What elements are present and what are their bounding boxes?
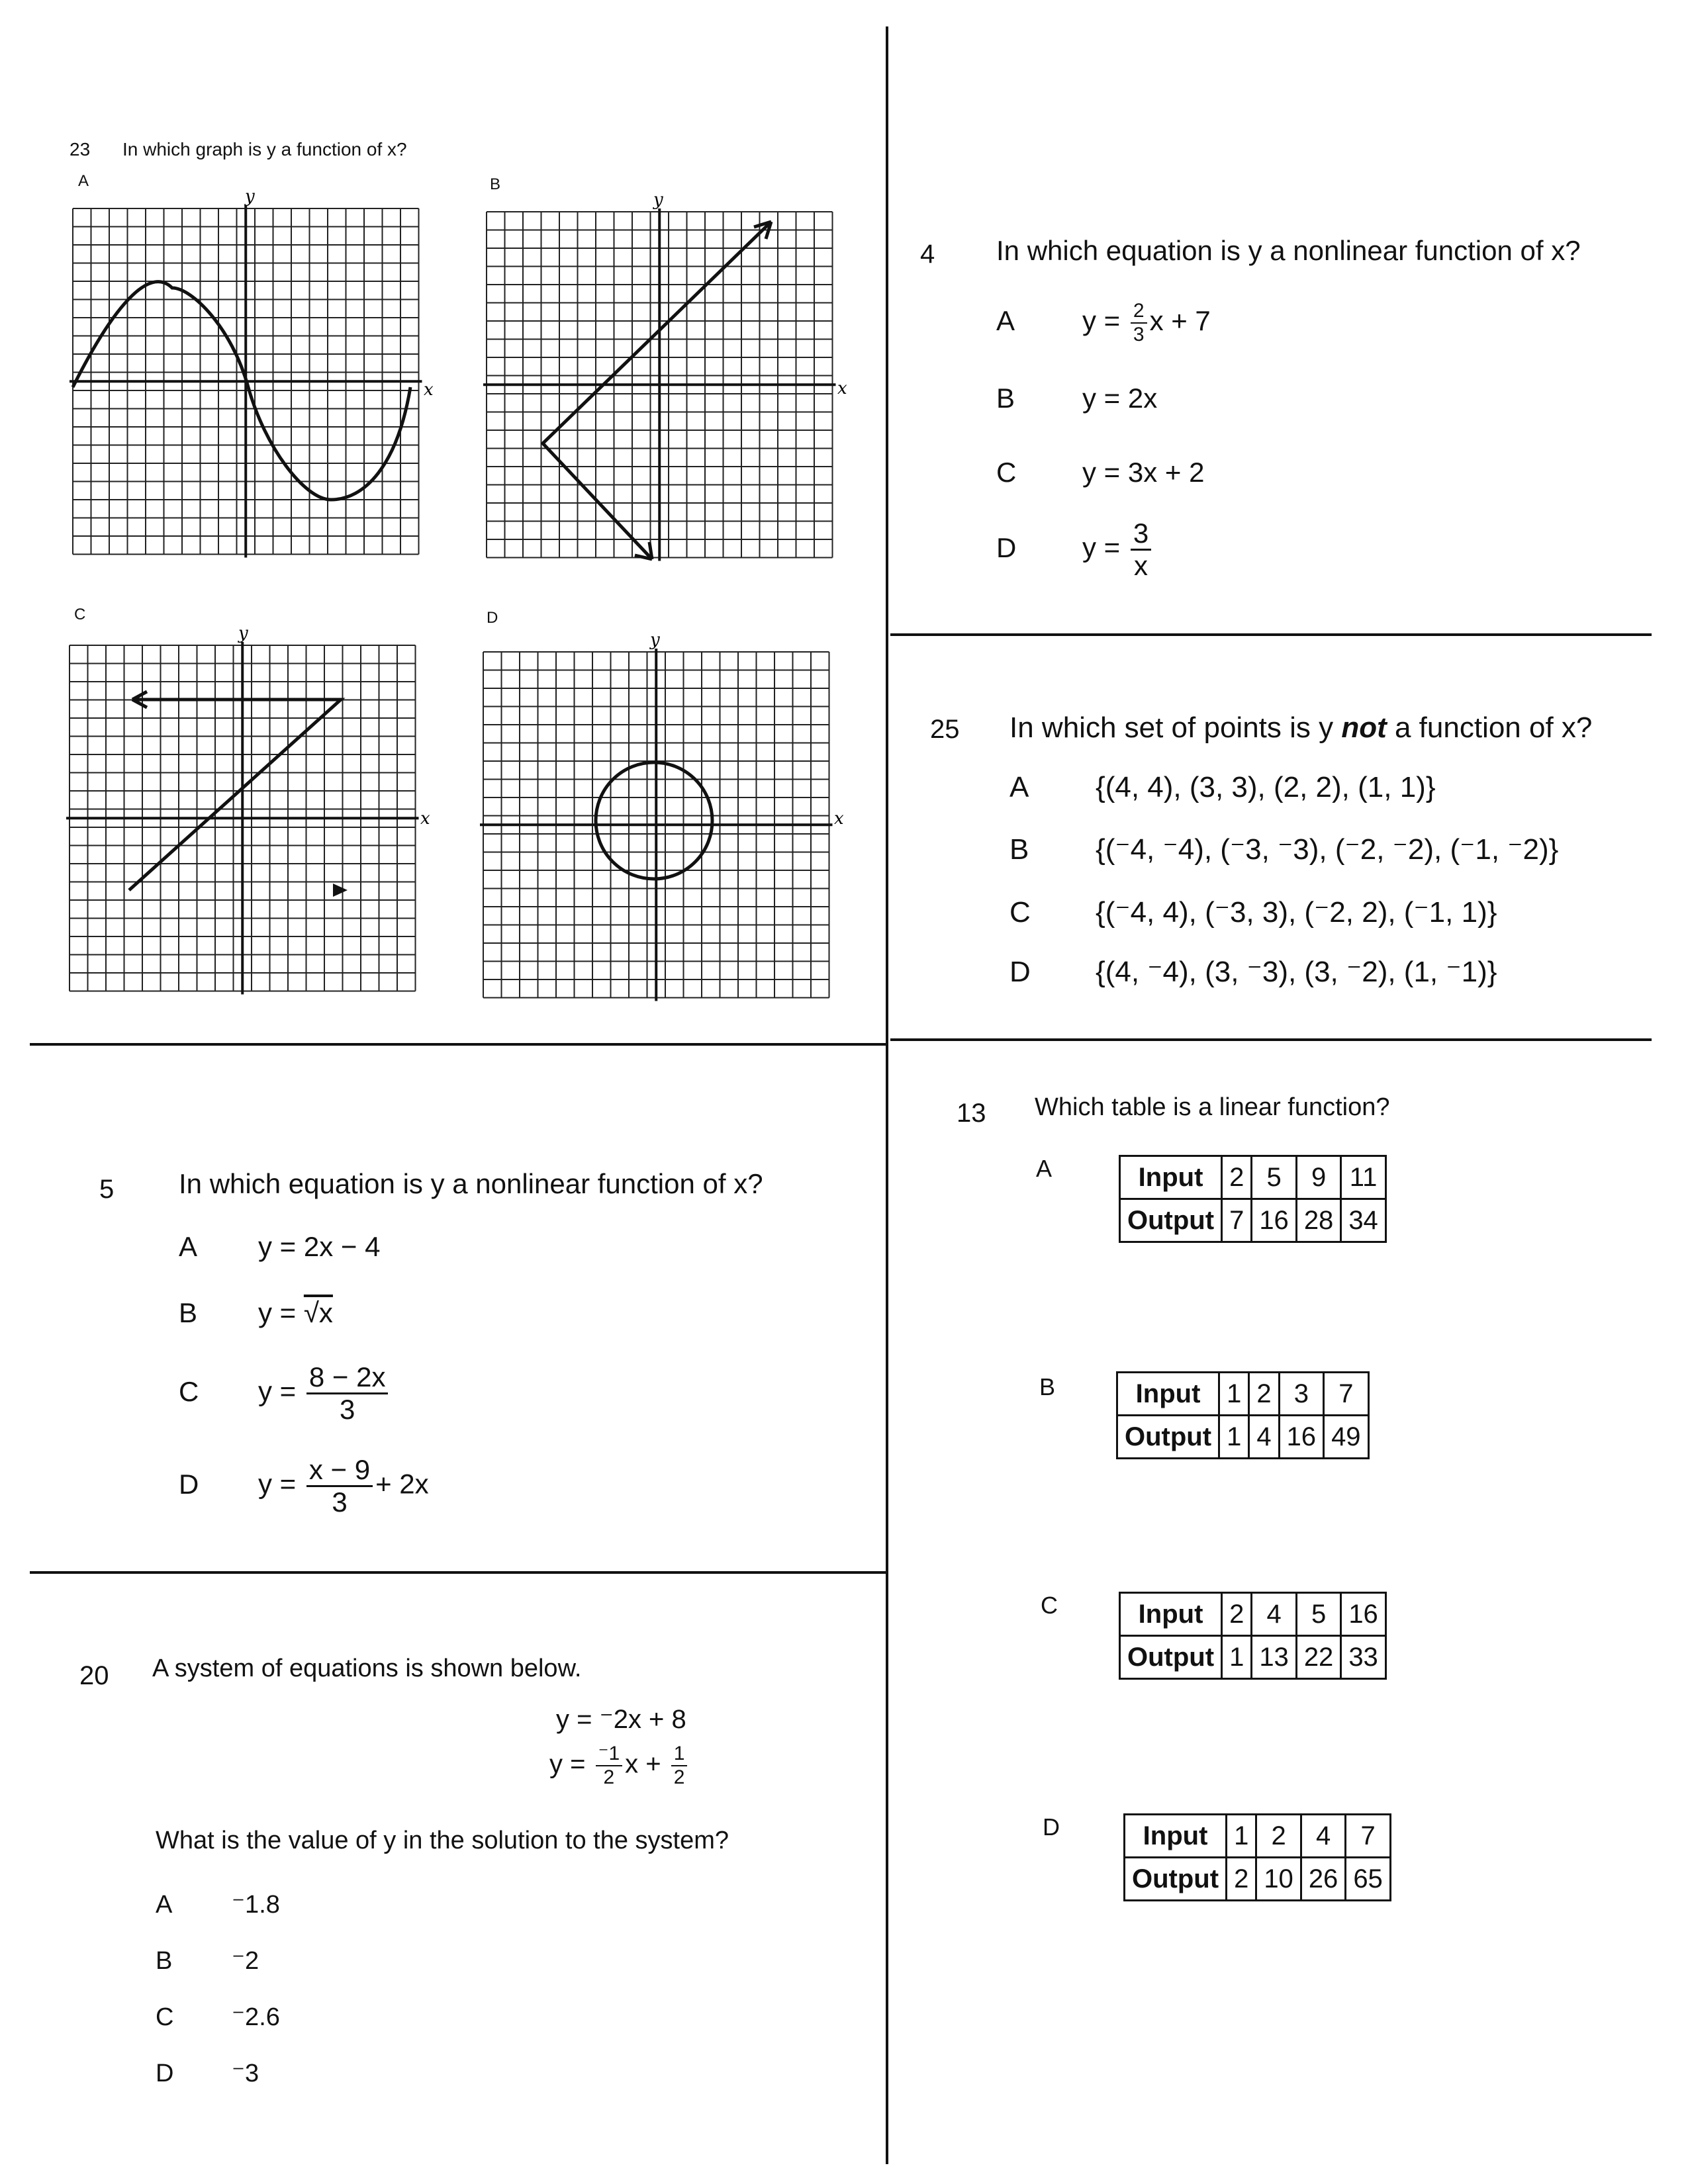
option-letter: B	[179, 1297, 198, 1328]
table-c[interactable]: Input 2 4 5 16 Output 1 13 22 33	[1119, 1592, 1387, 1680]
option-c[interactable]: C y = 3x + 2	[996, 457, 1205, 488]
question-number: 4	[920, 240, 935, 269]
fraction: $\frac{1}{2}$	[671, 1744, 688, 1788]
equation-2: y = $\frac{^-1}{2}$ x + $\frac{1}{2}$	[549, 1744, 690, 1788]
option-b[interactable]: B y = 2x	[996, 383, 1158, 414]
option-b[interactable]: B y = √x	[179, 1297, 333, 1328]
question-number: 20	[79, 1661, 109, 1690]
option-letter: C	[1009, 896, 1031, 929]
table-d[interactable]: Input 1 2 4 7 Output 2 10 26 65	[1123, 1813, 1391, 1901]
option-letter: D	[996, 531, 1017, 563]
option-b[interactable]: B ⁻2	[156, 1947, 259, 1975]
x-axis-label: x	[837, 379, 847, 398]
question-stem: In which equation is y a nonlinear function of x?	[179, 1168, 763, 1199]
option-d[interactable]: D ⁻3	[156, 2060, 259, 2087]
right-divider-1	[890, 633, 1652, 636]
question-stem: A system of equations is shown below.	[152, 1655, 582, 1682]
question-prompt: What is the value of y in the solution to the system?	[156, 1827, 729, 1854]
graph-a	[66, 189, 437, 572]
y-axis-label: y	[653, 192, 663, 210]
option-letter: A	[1009, 771, 1029, 803]
left-divider-2	[30, 1571, 887, 1574]
table-d-letter: D	[1043, 1813, 1060, 1841]
x-axis-label: x	[424, 380, 434, 400]
question-stem: In which equation is y a nonlinear function of x?	[996, 235, 1581, 266]
option-c[interactable]: C ⁻2.6	[156, 2003, 280, 2031]
fraction: $\frac{8 - 2x}{3}$	[306, 1363, 389, 1424]
option-a[interactable]: A y = 2x − 4	[179, 1231, 381, 1262]
option-a[interactable]: A {(4, 4), (3, 3), (2, 2), (1, 1)}	[1009, 771, 1436, 803]
graph-c	[63, 625, 434, 1009]
table-c-letter: C	[1041, 1592, 1058, 1619]
equation-1: y = ⁻2x + 8	[556, 1705, 686, 1734]
table-b[interactable]: Input 1 2 3 7 Output 1 4 16 49	[1116, 1371, 1370, 1459]
fraction: $\frac{3}{x}$	[1131, 520, 1151, 580]
fraction: $\frac{x - 9}{3}$	[306, 1456, 373, 1516]
graph-a-label: A	[78, 172, 89, 190]
option-d[interactable]: D y = $\frac{x - 9}{3}$ + 2x	[179, 1454, 429, 1518]
y-axis-label: y	[650, 632, 660, 650]
grid-lines	[66, 642, 419, 995]
option-letter: D	[179, 1468, 199, 1500]
option-letter: B	[1009, 833, 1029, 866]
graph-c-label: C	[74, 606, 86, 623]
graph-b	[480, 192, 851, 576]
option-a[interactable]: A y = $\frac{2}{3}$ x + 7	[996, 300, 1211, 345]
option-letter: C	[179, 1375, 199, 1407]
option-letter: D	[156, 2060, 174, 2087]
graph-d-label: D	[487, 609, 498, 627]
option-letter: A	[179, 1231, 198, 1262]
question-number: 23	[70, 139, 91, 159]
fraction: $\frac{2}{3}$	[1131, 301, 1147, 345]
option-c[interactable]: C y = $\frac{8 - 2x}{3}$	[179, 1363, 391, 1424]
option-letter: C	[996, 457, 1017, 488]
vertical-divider	[886, 26, 888, 2164]
y-axis-label: y	[245, 189, 255, 206]
option-letter: D	[1009, 956, 1031, 988]
table-a-letter: A	[1036, 1155, 1053, 1182]
option-letter: C	[156, 2003, 174, 2031]
question-stem: Which table is a linear function?	[1035, 1093, 1390, 1121]
option-c[interactable]: C {(⁻4, 4), (⁻3, 3), (⁻2, 2), (⁻1, 1)}	[1009, 896, 1497, 929]
right-divider-2	[890, 1038, 1652, 1041]
option-d[interactable]: D y = $\frac{3}{x}$	[996, 520, 1154, 580]
graph-b-label: B	[490, 175, 501, 193]
option-b[interactable]: B {(⁻4, ⁻4), (⁻3, ⁻3), (⁻2, ⁻2), (⁻1, ⁻2)}	[1009, 833, 1559, 866]
grid-lines	[483, 208, 836, 561]
option-letter: A	[156, 1891, 173, 1919]
y-axis-label: y	[238, 625, 248, 643]
table-a[interactable]: Input 2 5 9 11 Output 7 16 28 34	[1119, 1155, 1387, 1243]
x-axis-label: x	[420, 809, 430, 829]
option-letter: A	[996, 305, 1015, 337]
question-number: 5	[99, 1175, 115, 1204]
graph-d	[477, 632, 847, 1016]
option-a[interactable]: A ⁻1.8	[156, 1891, 280, 1919]
left-divider-1	[30, 1043, 887, 1046]
grid-lines	[480, 649, 833, 1001]
option-d[interactable]: D {(4, ⁻4), (3, ⁻3), (3, ⁻2), (1, ⁻1)}	[1009, 956, 1497, 988]
fraction: $\frac{^-1}{2}$	[596, 1744, 623, 1788]
question-number: 13	[957, 1099, 986, 1128]
question-stem: In which graph is y a function of x?	[122, 139, 407, 159]
question-stem: In which set of points is y not a function of x?	[1009, 711, 1593, 744]
table-b-letter: B	[1039, 1373, 1056, 1400]
option-letter: B	[996, 383, 1015, 414]
option-letter: B	[156, 1947, 173, 1975]
x-axis-label: x	[834, 809, 844, 829]
arrow-stray	[333, 884, 348, 897]
question-number: 25	[930, 715, 960, 744]
